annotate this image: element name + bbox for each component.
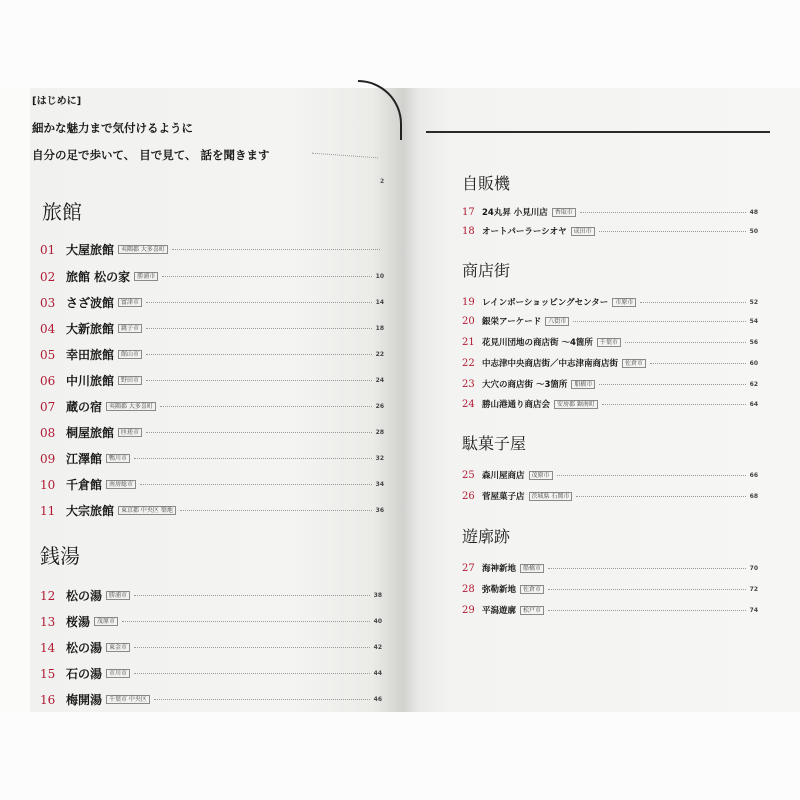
leader-dots <box>146 380 372 381</box>
leader-dots <box>172 249 380 250</box>
intro-page-number: 2 <box>380 178 385 185</box>
leader-dots <box>146 432 372 433</box>
toc-entry <box>40 241 384 258</box>
toc-entry <box>40 320 384 337</box>
toc-entry <box>462 225 758 237</box>
leader-dots <box>640 302 745 303</box>
entry-page-number: 46 <box>373 696 382 703</box>
background-top <box>0 0 800 88</box>
entry-number: 17 <box>462 206 475 218</box>
entry-page-number: 22 <box>375 351 384 358</box>
leader-dots <box>134 647 370 648</box>
entry-location-tag: 千葉市 <box>597 338 621 347</box>
section-title-sento: 銭湯 <box>40 544 80 568</box>
entry-location-tag: 東金市 <box>106 643 130 652</box>
entry-number: 15 <box>40 666 56 681</box>
entry-title: 中志津中央商店街／中志津南商店街 <box>482 359 619 369</box>
section-title-ryokan: 旅館 <box>42 200 82 224</box>
leader-dots <box>146 328 372 329</box>
toc-entry <box>40 398 384 415</box>
entry-page-number: 14 <box>375 299 384 306</box>
entry-location-tag: 茨城県 石岡市 <box>529 492 573 501</box>
entry-title: 森川屋商店 <box>482 471 525 481</box>
entry-page-number: 70 <box>749 564 758 572</box>
entry-number: 14 <box>40 640 56 655</box>
entry-title: 松の湯 <box>66 641 103 655</box>
entry-number: 09 <box>40 451 56 466</box>
entry-title: 大宗旅館 <box>66 504 115 518</box>
leader-dots <box>548 610 746 611</box>
toc-entry <box>40 639 382 656</box>
leader-dots <box>122 621 370 622</box>
toc-entry <box>462 336 758 348</box>
toc-entry <box>40 268 384 285</box>
entry-title: 弥勒新地 <box>482 585 517 595</box>
toc-entry <box>40 476 384 493</box>
toc-entry <box>40 450 384 467</box>
entry-location-tag: 八街市 <box>545 317 569 326</box>
leader-dots <box>650 363 746 364</box>
entry-page-number: 42 <box>373 644 382 651</box>
entry-page-number: 60 <box>749 359 758 367</box>
entry-location-tag: 匝瑳市 <box>118 428 142 437</box>
entry-title: 松の湯 <box>66 589 103 603</box>
leader-dots <box>625 342 746 343</box>
entry-number: 10 <box>40 477 56 492</box>
entry-number: 04 <box>40 321 56 336</box>
leader-dots <box>140 484 372 485</box>
entry-location-tag: 佐倉市 <box>622 359 646 368</box>
entry-page-number: 44 <box>373 670 382 677</box>
entry-title: 桐屋旅館 <box>66 426 115 440</box>
leader-dots <box>548 568 746 569</box>
entry-number: 12 <box>40 588 56 603</box>
toc-entry <box>40 424 384 441</box>
entry-number: 28 <box>462 583 475 595</box>
toc-entry <box>462 469 758 481</box>
intro-line-1: 細かな魅力まで気付けるように <box>32 121 193 135</box>
entry-location-tag: 茂原市 <box>94 617 118 626</box>
toc-entry <box>462 583 758 595</box>
entry-page-number: 18 <box>375 325 384 332</box>
entry-title: 勝山港通り商店会 <box>482 400 551 410</box>
entry-title: 幸田旅館 <box>66 348 115 362</box>
toc-entry <box>462 398 758 410</box>
entry-title: レインボーショッピングセンター <box>482 298 609 308</box>
entry-number: 05 <box>40 347 56 362</box>
entry-number: 29 <box>462 604 475 616</box>
entry-title: 大屋旅館 <box>66 243 115 257</box>
entry-number: 02 <box>40 269 56 284</box>
leader-dots <box>573 321 745 322</box>
entry-location-tag: 松戸市 <box>520 606 544 615</box>
toc-entry <box>462 490 758 502</box>
entry-page-number: 48 <box>749 208 758 216</box>
entry-page-number: 36 <box>375 507 384 514</box>
toc-entry <box>40 613 382 630</box>
entry-title: 石の湯 <box>66 667 103 681</box>
leader-dots <box>134 595 370 596</box>
toc-entry <box>462 315 758 327</box>
entry-page-number: 28 <box>375 429 384 436</box>
entry-number: 20 <box>462 315 475 327</box>
leader-dots <box>134 458 372 459</box>
entry-number: 08 <box>40 425 56 440</box>
entry-location-tag: 香取市 <box>552 208 576 217</box>
intro-line-2: 自分の足で歩いて、 目で見て、 話を聞きます <box>32 148 270 162</box>
leader-dots <box>557 475 746 476</box>
leader-dots <box>146 302 372 303</box>
entry-location-tag: 銚子市 <box>118 324 142 333</box>
entry-page-number: 50 <box>749 227 758 235</box>
entry-page-number: 72 <box>749 585 758 593</box>
toc-entry <box>462 378 758 390</box>
entry-number: 03 <box>40 295 56 310</box>
entry-page-number: 38 <box>373 592 382 599</box>
entry-location-tag: 千葉市 中央区 <box>106 695 150 704</box>
leader-dots <box>599 384 745 385</box>
entry-title: 旅館 松の家 <box>66 270 131 284</box>
entry-location-tag: 鴨川市 <box>106 454 130 463</box>
leader-dots <box>154 699 370 700</box>
entry-location-tag: 茂原市 <box>529 471 553 480</box>
entry-number: 11 <box>40 503 56 518</box>
toc-entry <box>40 665 382 682</box>
entry-page-number: 40 <box>373 618 382 625</box>
entry-page-number: 24 <box>375 377 384 384</box>
entry-title: 海神新地 <box>482 564 517 574</box>
entry-number: 26 <box>462 490 475 502</box>
entry-location-tag: 野田市 <box>118 376 142 385</box>
background-bottom <box>0 712 800 800</box>
entry-title: 中川旅館 <box>66 374 115 388</box>
leader-dots <box>180 510 372 511</box>
entry-title: 千倉館 <box>66 478 103 492</box>
entry-title: 桜湯 <box>66 615 91 629</box>
entry-page-number: 68 <box>749 492 758 500</box>
entry-number: 19 <box>462 296 475 308</box>
entry-location-tag: 夷隅郡 大多喜町 <box>118 245 168 254</box>
entry-title: 梅開湯 <box>66 693 103 707</box>
leader-dots <box>576 496 745 497</box>
entry-number: 07 <box>40 399 56 414</box>
entry-page-number: 26 <box>375 403 384 410</box>
entry-location-tag: 安房郡 鋸南町 <box>554 400 598 409</box>
leader-dots <box>548 589 746 590</box>
section-title-jihanki: 自販機 <box>462 174 511 193</box>
entry-page-number: 62 <box>749 380 758 388</box>
entry-number: 06 <box>40 373 56 388</box>
entry-title: 蔵の宿 <box>66 400 103 414</box>
entry-number: 13 <box>40 614 56 629</box>
entry-number: 22 <box>462 357 475 369</box>
entry-location-tag: 東京都 中央区 築地 <box>118 506 176 515</box>
leader-dots <box>160 406 372 407</box>
entry-page-number: 34 <box>375 481 384 488</box>
entry-page-number: 54 <box>749 317 758 325</box>
toc-entry <box>462 562 758 574</box>
entry-title: 大穴の商店街 〜3箇所 <box>482 380 568 390</box>
entry-number: 23 <box>462 378 475 390</box>
entry-page-number: 66 <box>749 471 758 479</box>
entry-location-tag: 勝浦市 <box>134 272 158 281</box>
entry-location-tag: 市川市 <box>106 669 130 678</box>
entry-location-tag: 南房総市 <box>106 480 136 489</box>
entry-location-tag: 佐倉市 <box>520 585 544 594</box>
entry-page-number: 52 <box>749 298 758 306</box>
toc-entry <box>40 691 382 708</box>
entry-location-tag: 夷隅郡 大多喜町 <box>106 402 156 411</box>
entry-title: 平潟遊廓 <box>482 606 517 616</box>
section-title-shotengai: 商店街 <box>462 261 511 280</box>
entry-location-tag: 富津市 <box>118 298 142 307</box>
entry-location-tag: 船橋市 <box>571 380 595 389</box>
toc-entry <box>40 587 382 604</box>
entry-location-tag: 館山市 <box>118 350 142 359</box>
entry-title: さざ波館 <box>66 296 115 310</box>
entry-title: 菅屋菓子店 <box>482 492 525 502</box>
entry-number: 25 <box>462 469 475 481</box>
toc-entry <box>40 502 384 519</box>
entry-location-tag: 勝浦市 <box>106 591 130 600</box>
toc-entry <box>462 206 758 218</box>
entry-page-number: 56 <box>749 338 758 346</box>
entry-title: 江澤館 <box>66 452 103 466</box>
section-title-yukaku: 遊廓跡 <box>462 527 511 546</box>
toc-entry <box>462 296 758 308</box>
toc-entry <box>40 372 384 389</box>
entry-page-number: 74 <box>749 606 758 614</box>
leader-dots <box>146 354 372 355</box>
entry-location-tag: 船橋市 <box>520 564 544 573</box>
leader-dots <box>602 404 746 405</box>
toc-entry <box>40 294 384 311</box>
entry-number: 18 <box>462 225 475 237</box>
top-rule <box>426 131 770 133</box>
leader-dots <box>134 673 370 674</box>
entry-title: 銀栄アーケード <box>482 317 542 327</box>
entry-number: 16 <box>40 692 56 707</box>
leader-dots <box>599 231 746 232</box>
toc-entry <box>462 357 758 369</box>
entry-number: 27 <box>462 562 475 574</box>
entry-number: 24 <box>462 398 475 410</box>
entry-page-number: 10 <box>375 273 384 280</box>
toc-entry <box>462 604 758 616</box>
entry-title: 大新旅館 <box>66 322 115 336</box>
entry-location-tag: 市原市 <box>612 298 636 307</box>
entry-location-tag: 成田市 <box>571 227 595 236</box>
entry-title: 24丸昇 小見川店 <box>482 208 548 218</box>
entry-page-number: 32 <box>375 455 384 462</box>
entry-number: 21 <box>462 336 475 348</box>
toc-entry <box>40 346 384 363</box>
entry-number: 01 <box>40 242 56 257</box>
intro-heading: [はじめに] <box>32 96 82 107</box>
section-title-dagashiya: 駄菓子屋 <box>462 434 527 453</box>
leader-dots <box>162 276 371 277</box>
leader-dots <box>580 212 746 213</box>
entry-title: 花見川団地の商店街 〜4箇所 <box>482 338 593 348</box>
entry-title: オートパーラーシオヤ <box>482 227 567 237</box>
entry-page-number: 64 <box>749 400 758 408</box>
